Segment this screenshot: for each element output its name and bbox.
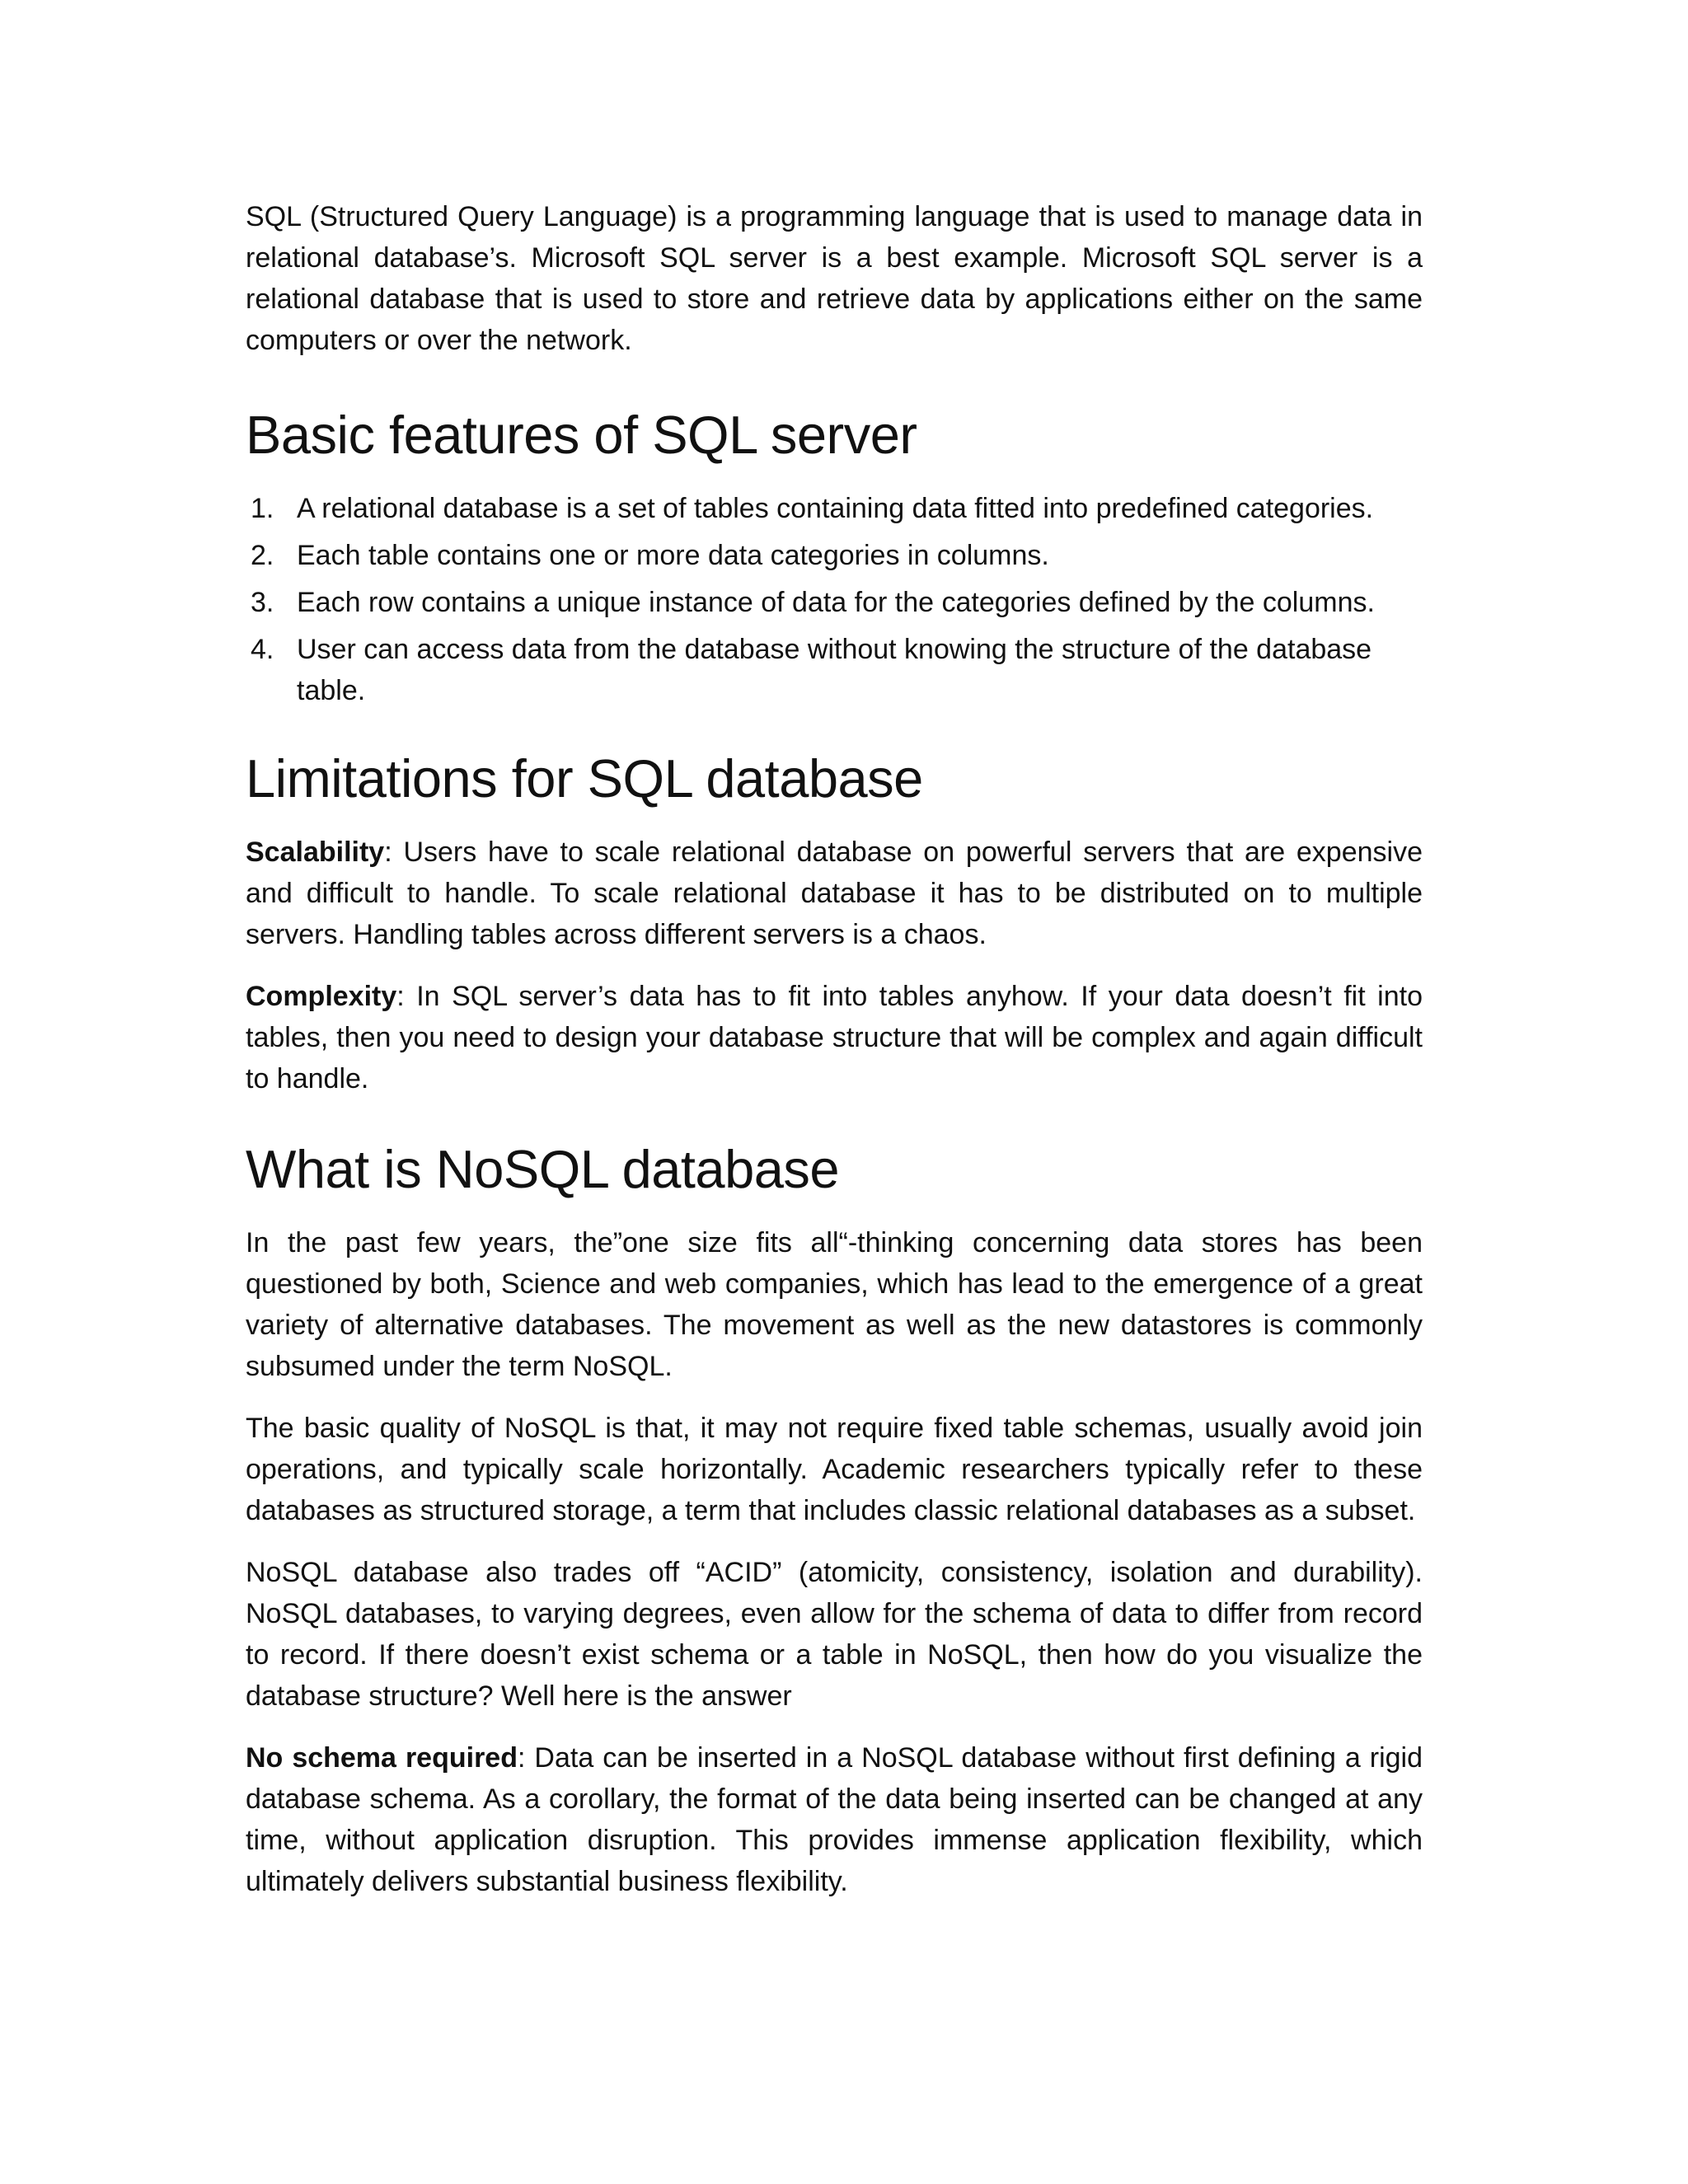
no-schema-text: : Data can be inserted in a NoSQL database without first defining a rigid database schema. As a corollary, the format of the data being inserted can be changed at any time, without application disruption. This provides immense application flexibility, which ultimately delivers substantial business flexibility. [246,1742,1423,1897]
nosql-paragraph-2: The basic quality of NoSQL is that, it may not require fixed table schemas, usually avoid join operations, and typically scale horizontally. Academic researchers typically refer to these databases as structured storage, a term that includes classic relational databases as a subset. [246,1413,1423,1526]
no-schema-paragraph [246,1737,1423,1902]
nosql-paragraph-1: In the past few years, the”one size fits all“-thinking concerning data stores has been questioned by both, Science and web companies, which has lead to the emergence of a great variety of alternative databases. The movement as well as the new datastores is commonly subsumed under the term NoSQL. [246,1227,1423,1382]
features-list [246,488,1423,711]
nosql-paragraph-3: NoSQL database also trades off “ACID” (atomicity, consistency, isolation and durability). NoSQL databases, to varying degrees, even allow for the schema of data to differ from record to record. If there doesn’t exist schema or a table in NoSQL, then how do you visualize the database structure? Well here is the answer [246,1557,1423,1712]
list-item-text: A relational database is a set of tables containing data fitted into predefined categories. [297,493,1374,524]
list-item-text: User can access data from the database without knowing the structure of the database table. [297,634,1372,706]
list-item-text: Each table contains one or more data categories in columns. [297,540,1049,571]
scalability-term: Scalability [246,837,385,868]
heading-what-is-nosql: What is NoSQL database [246,1139,840,1199]
intro-paragraph: SQL (Structured Query Language) is a programming language that is used to manage data in relational database’s. Microsoft SQL server is a best example. Microsoft SQL server is a relational database that is used to store and retrieve data by applications either on the same computers or over the network. [246,201,1423,356]
list-item-number: 4. [251,634,274,665]
scalability-paragraph [246,832,1423,955]
heading-basic-features: Basic features of SQL server [246,405,917,465]
list-item-number: 1. [251,493,274,524]
list-item [246,535,1423,576]
document-page [246,196,1423,1923]
complexity-term: Complexity [246,981,397,1012]
no-schema-term: No schema required [246,1742,518,1774]
list-item [246,582,1423,623]
scalability-text: : Users have to scale relational database on powerful servers that are expensive and difficult to handle. To scale relational database it has to be distributed on to multiple servers. Handling tables across different servers is a chaos. [246,837,1423,950]
complexity-text: : In SQL server’s data has to fit into tables anyhow. If your data doesn’t fit into tables, then you need to design your database structure that will be complex and again difficult to handle. [246,981,1423,1094]
list-item [246,629,1423,711]
list-item-text: Each row contains a unique instance of data for the categories defined by the columns. [297,587,1375,618]
list-item-number: 2. [251,540,274,571]
list-item-number: 3. [251,587,274,618]
complexity-paragraph [246,976,1423,1099]
list-item [246,488,1423,529]
heading-limitations: Limitations for SQL database [246,748,923,808]
